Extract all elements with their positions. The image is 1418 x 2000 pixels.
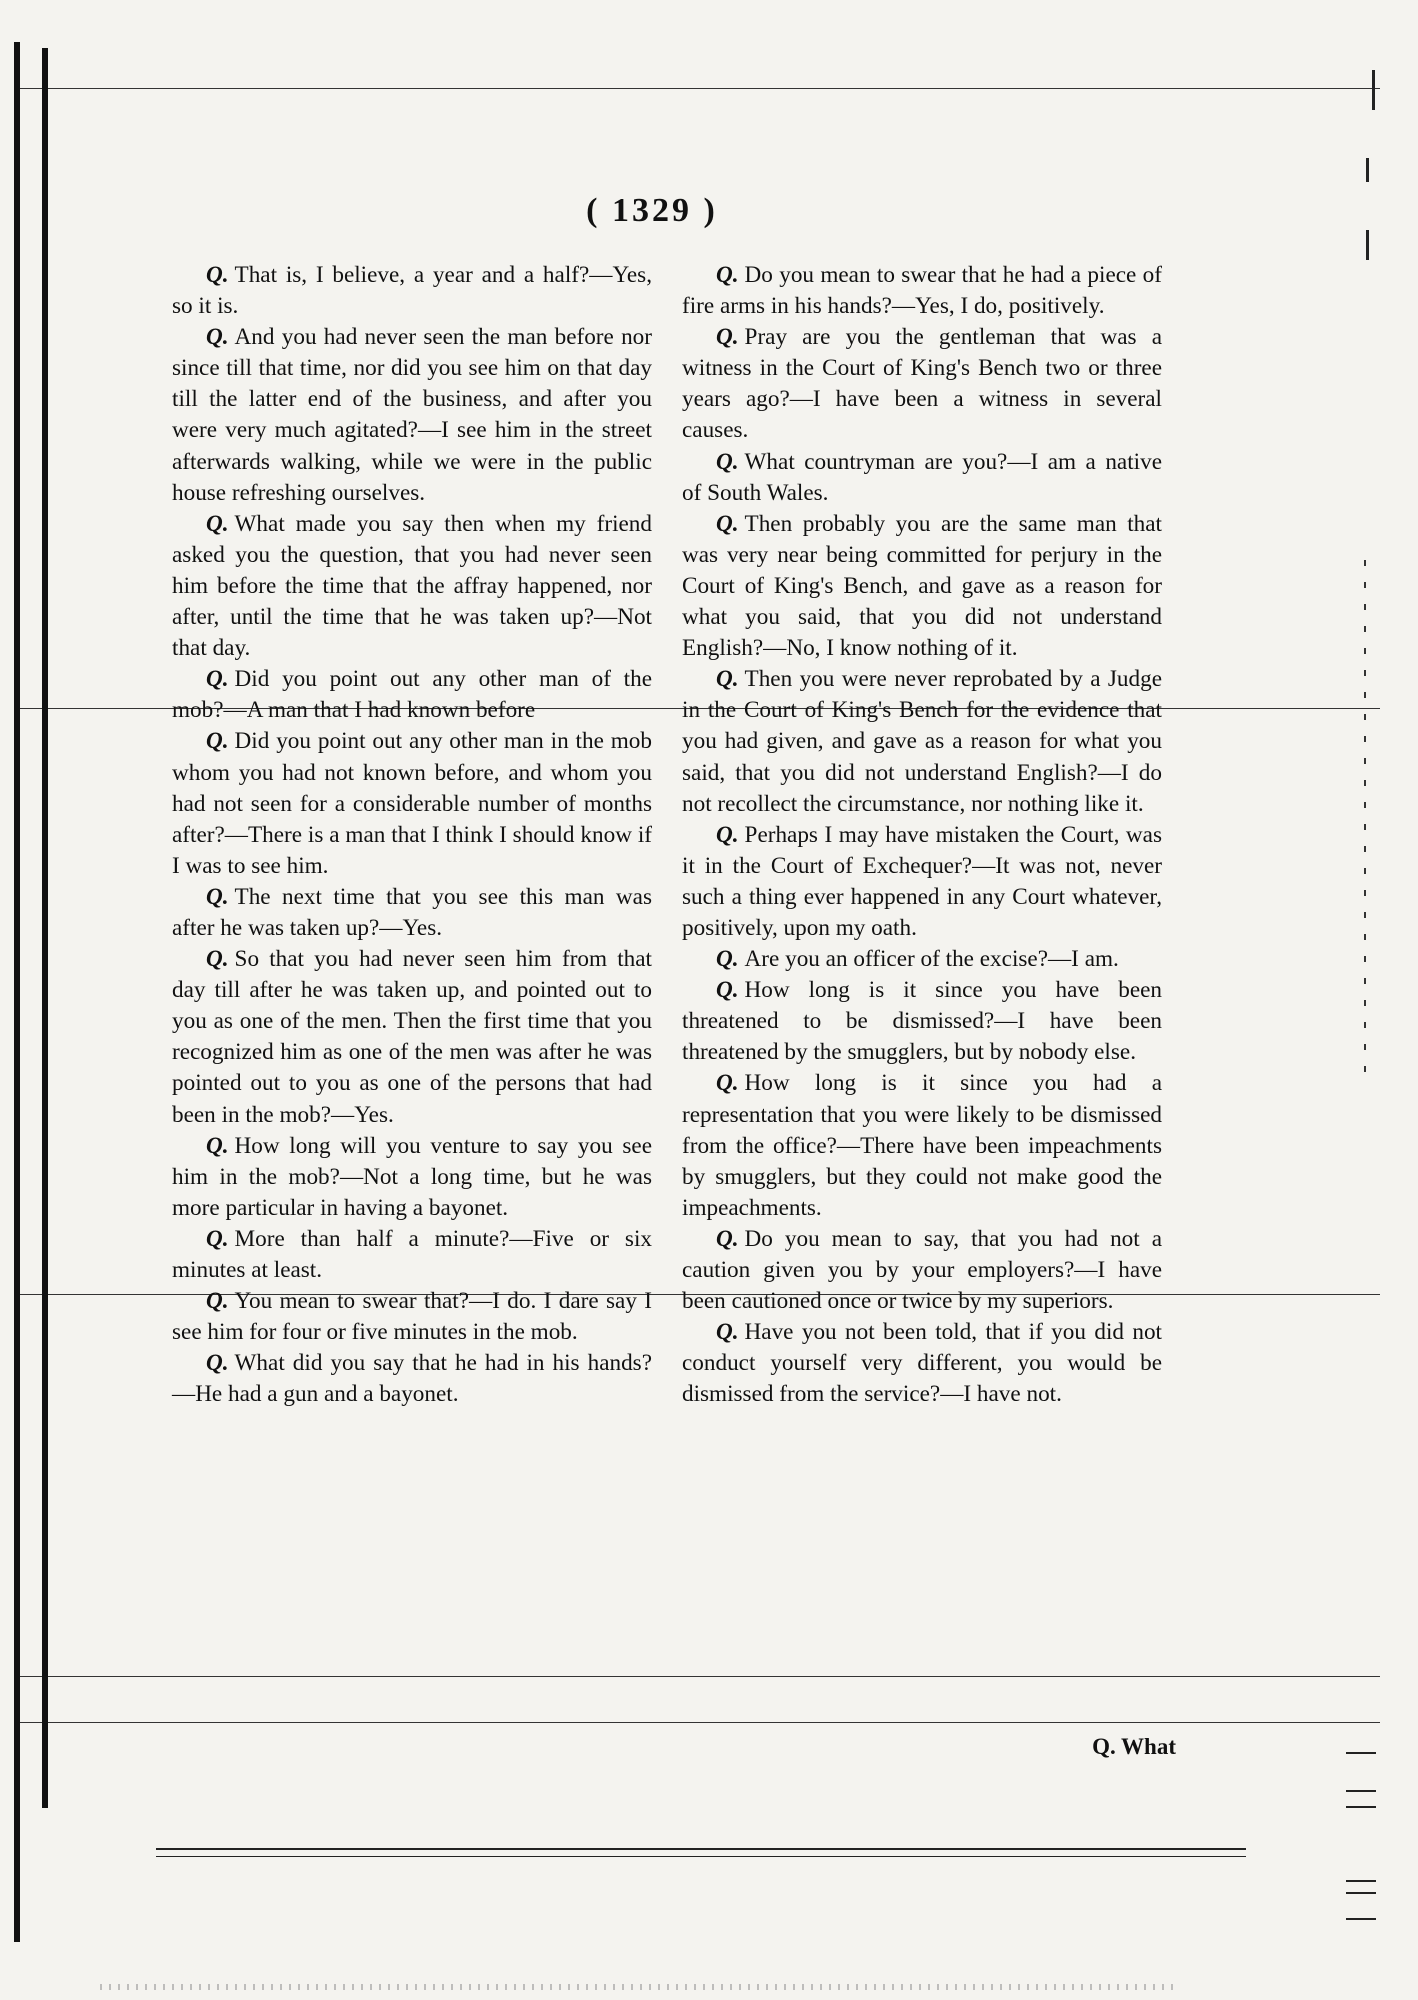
scan-line-low-2 [20, 1722, 1380, 1723]
question-mark: Q. [206, 262, 229, 288]
question-mark: Q. [206, 1225, 229, 1252]
qa-text: Perhaps I may have mistaken the Court, was it in the Court of Exchequer?—It was not, never such a thing ever happened in any Court whatever, positively, upon my oath. [682, 821, 1162, 941]
right-edge-mark [1366, 158, 1369, 182]
qa-paragraph [172, 1286, 652, 1348]
qa-text: You mean to swear that?—I do. I dare say I see him for four or five minutes in the mob. [172, 1288, 652, 1346]
qa-text: How long is it since you had a representation that you were likely to be dismissed from the office?—There have been impeachments by smugglers, but they could not make good the impeachments. [682, 1070, 1162, 1221]
question-mark: Q. [716, 977, 739, 1004]
qa-paragraph [682, 664, 1162, 819]
qa-text: What made you say then when my friend asked you the question, that you had never seen him before the time that the affray happened, nor after, until the time that he was taken up?—Not that day. [172, 510, 652, 662]
qa-paragraph [172, 664, 652, 726]
scan-speckle [100, 1984, 1180, 1990]
question-mark: Q. [716, 262, 739, 288]
qa-paragraph [172, 322, 652, 509]
right-edge-mark [1372, 70, 1375, 110]
qa-text: Did you point out any other man in the mob whom you had not known before, and whom you had not seen for a considerable number of months after?—There is a man that I think I should know if I was to see him. [172, 728, 652, 879]
question-mark: Q. [206, 510, 229, 537]
qa-paragraph [682, 447, 1162, 509]
question-mark: Q. [716, 1225, 739, 1252]
qa-text: Then you were never reprobated by a Judge in the Court of King's Bench for the evidence that you had given, and gave as a reason for what you said, that you did not understand English?—I do not recollect the circumstance, nor nothing like it. [682, 666, 1162, 817]
qa-paragraph [172, 882, 652, 944]
qa-text: Pray are you the gentleman that was a witness in the Court of King's Bench two or three years ago?—I have been a witness in several causes. [682, 324, 1162, 444]
qa-text: Do you mean to say, that you had not a caution given you by your employers?—I have been cautioned once or twice by my superiors. [682, 1225, 1162, 1315]
qa-paragraph [682, 1068, 1162, 1223]
qa-paragraph [682, 1317, 1162, 1410]
qa-paragraph [172, 260, 652, 322]
qa-text: How long is it since you have been threatened to be dismissed?—I have been threatened by the smugglers, but by nobody else. [682, 977, 1162, 1066]
qa-paragraph [682, 944, 1162, 975]
question-mark: Q. [716, 510, 739, 537]
question-mark: Q. [716, 448, 739, 475]
question-mark: Q. [206, 728, 229, 755]
qa-text: Did you point out any other man of the mob?—A man that I had known before [172, 666, 652, 724]
qa-text: That is, I believe, a year and a half?—Yes, so it is. [172, 262, 652, 320]
right-edge-dash [1346, 1880, 1376, 1882]
right-column [682, 260, 1162, 1410]
catchword: Q. What [1092, 1734, 1176, 1759]
question-mark: Q. [716, 946, 739, 973]
question-mark: Q. [716, 324, 739, 351]
question-mark: Q. [206, 666, 229, 693]
footer-rule [156, 1856, 1246, 1857]
page-number: ( 1329 ) [586, 192, 718, 229]
question-mark: Q. [716, 1070, 739, 1097]
qa-paragraph [682, 509, 1162, 664]
left-column [172, 260, 652, 1410]
question-mark: Q. [716, 666, 739, 693]
qa-text: Do you mean to swear that he had a piece of fire arms in his hands?—Yes, I do, positively. [682, 262, 1162, 320]
qa-paragraph [172, 1348, 652, 1410]
question-mark: Q. [206, 324, 229, 351]
qa-paragraph [682, 975, 1162, 1068]
right-edge-dash [1346, 1892, 1376, 1894]
qa-text: Are you an officer of the excise?—I am. [744, 946, 1119, 973]
qa-text: Have you not been told, that if you did not conduct yourself very different, you would be dismissed from the service?—I have not. [682, 1319, 1162, 1408]
question-mark: Q. [206, 1132, 229, 1159]
question-mark: Q. [206, 1288, 229, 1315]
qa-text: So that you had never seen him from that day till after he was taken up, and pointed out to you as one of the men. Then the first time that you recognized him as one of the men was after he was pointed out to you as one of the persons that had been in the mob?—Yes. [172, 946, 652, 1128]
qa-paragraph [682, 1224, 1162, 1317]
right-edge-dash [1346, 1790, 1376, 1792]
right-edge-dash [1346, 1752, 1376, 1754]
qa-text: More than half a minute?—Five or six minutes at least. [172, 1225, 652, 1283]
qa-paragraph [172, 509, 652, 664]
footer-rule [156, 1848, 1246, 1850]
qa-text: The next time that you see this man was after he was taken up?—Yes. [172, 883, 652, 941]
qa-paragraph [172, 1224, 652, 1286]
qa-text: What did you say that he had in his hands?—He had a gun and a bayonet. [172, 1350, 652, 1408]
qa-paragraph [172, 1131, 652, 1224]
question-mark: Q. [206, 946, 229, 973]
qa-paragraph [682, 820, 1162, 944]
question-mark: Q. [716, 1319, 739, 1346]
question-mark: Q. [206, 1350, 229, 1377]
right-edge-dash [1346, 1806, 1376, 1808]
right-edge-dash [1346, 1918, 1376, 1920]
binding-edge [14, 42, 20, 1942]
question-mark: Q. [716, 821, 739, 848]
qa-paragraph [682, 260, 1162, 322]
qa-paragraph [172, 726, 652, 881]
qa-paragraph [682, 322, 1162, 446]
left-margin-mark [42, 48, 48, 1808]
right-edge-mark [1366, 230, 1369, 260]
right-edge-mark [1364, 560, 1366, 1080]
qa-paragraph [172, 944, 652, 1131]
qa-text: Then probably you are the same man that was very near being committed for perjury in the Court of King's Bench, and gave as a reason for what you said, that you did not understand English?—No, I know nothing of it. [682, 510, 1162, 662]
question-mark: Q. [206, 883, 229, 910]
scan-line-low-1 [20, 1676, 1380, 1677]
scan-line-top [20, 88, 1380, 89]
qa-text: What countryman are you?—I am a native of South Wales. [682, 448, 1162, 506]
qa-text: How long will you venture to say you see him in the mob?—Not a long time, but he was more particular in having a bayonet. [172, 1132, 652, 1221]
qa-text: And you had never seen the man before nor since till that time, nor did you see him on that day till the latter end of the business, and after you were very much agitated?—I see him in the street afterwards walking, while we were in the public house refreshing ourselves. [172, 324, 652, 506]
